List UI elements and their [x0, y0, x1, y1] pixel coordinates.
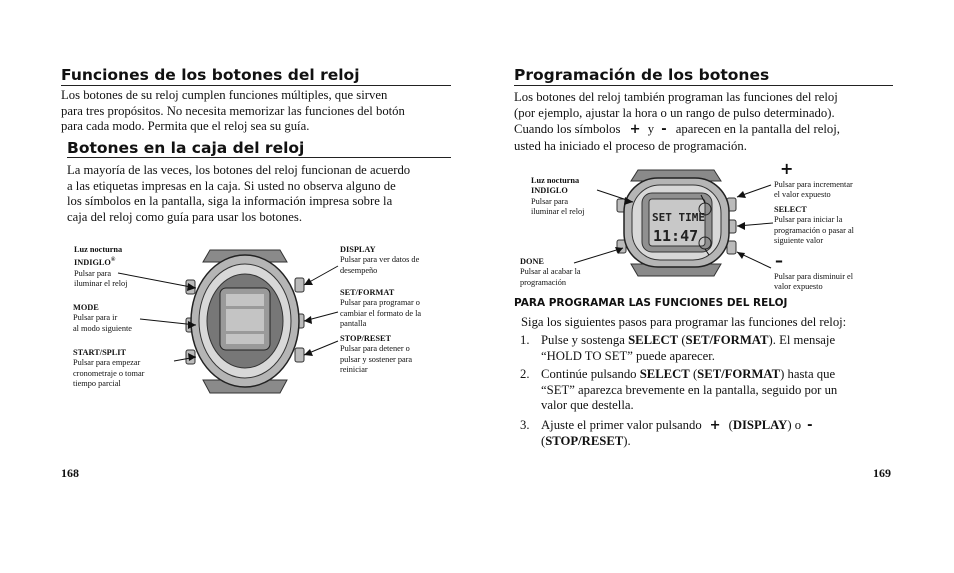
label-desc: Pulsar para empezar: [73, 358, 141, 368]
text-fragment: ). El mensaje: [768, 333, 836, 347]
label-desc: reiniciar: [340, 365, 368, 375]
text-fragment: ) o: [787, 418, 802, 432]
text-fragment: y: [647, 122, 655, 136]
subheading-steps: PARA PROGRAMAR LAS FUNCIONES DEL RELOJ: [514, 297, 788, 309]
label-desc: siguiente valor: [774, 236, 824, 246]
label-desc: Pulsar para ver datos de: [340, 255, 420, 265]
label-desc: iluminar el reloj: [531, 207, 585, 217]
label-desc: programación: [520, 277, 567, 287]
label-desc: tiempo parcial: [73, 379, 121, 389]
label-title: Luz nocturna: [74, 245, 123, 254]
label-desc: desempeño: [340, 265, 378, 275]
lcd-line-1: SET TIME: [652, 211, 705, 224]
text-line: Los botones del reloj también programan las funciones del reloj: [514, 90, 838, 104]
list-number: 1.: [520, 333, 530, 347]
label-desc: Pulsar para incrementar: [774, 180, 853, 189]
label-desc: pantalla: [340, 319, 367, 329]
label-desc: cronometraje o tomar: [73, 368, 145, 378]
text-line: a las etiquetas impresas en la caja. Si usted no observa alguno de: [67, 178, 396, 193]
text-line: para tres propósitos. No necesita memorizar las funciones del botón: [61, 103, 405, 118]
bold-fragment: SELECT: [639, 367, 690, 381]
list-item: [520, 418, 900, 452]
label-desc: iluminar el reloj: [74, 278, 128, 288]
text-line: los símbolos en la pantalla, siga la información impresa sobre la: [67, 194, 393, 208]
plus-symbol-icon: +: [709, 418, 721, 433]
list-number: 2.: [520, 367, 530, 381]
label-title: SET/FORMAT: [340, 288, 395, 297]
text-line: Los botones de su reloj cumplen funciones múltiples, que sirven: [61, 88, 388, 102]
text-line: “SET” aparezca brevemente en la pantalla, seguido por un: [541, 382, 838, 397]
text-fragment: Ajuste el primer valor pulsando: [541, 418, 702, 432]
label-title: Luz nocturna: [531, 176, 580, 185]
label-desc: Pulsar para disminuir el: [774, 272, 854, 281]
text-line: La mayoría de las veces, los botones del reloj funcionan de acuerdo: [67, 163, 411, 177]
text-fragment: ) hasta que: [780, 367, 836, 381]
list-item: [520, 333, 900, 365]
plus-symbol-icon: +: [629, 122, 641, 137]
label-title: MODE: [73, 303, 99, 312]
label-desc: pulsar y sostener para: [340, 354, 413, 364]
heading-case-buttons: Botones en la caja del reloj: [67, 139, 305, 157]
label-desc: valor expuesto: [774, 282, 823, 292]
text-fragment: Pulse y sostenga: [541, 333, 629, 347]
text-fragment: aparecen en la pantalla del reloj,: [675, 122, 840, 136]
heading-programming: Programación de los botones: [514, 66, 770, 84]
label-desc: Pulsar para: [74, 268, 112, 278]
text-line: valor que destella.: [541, 398, 634, 412]
label-desc: al modo siguiente: [73, 323, 132, 333]
label-title: SELECT: [774, 205, 807, 214]
heading-button-functions: Funciones de los botones del reloj: [61, 66, 360, 84]
bold-fragment: SET/FORMAT: [685, 333, 769, 347]
list-number: 3.: [520, 418, 530, 432]
registered-mark: ®: [110, 257, 116, 264]
text-fragment: (: [541, 433, 546, 448]
text-line: para cada modo. Permita que el reloj sea su guía.: [61, 119, 310, 133]
list-item: [520, 367, 900, 415]
label-desc: Pulsar para iniciar la: [774, 215, 843, 225]
label-title: INDIGLO: [74, 258, 111, 268]
minus-symbol-icon: -: [661, 122, 667, 137]
text-fragment: (: [728, 418, 733, 432]
label-desc: Pulsar para ir: [73, 313, 118, 323]
lcd-line-2: 11:47: [653, 227, 699, 245]
watch-illustration-right: [477, 0, 954, 573]
text-fragment: Cuando los símbolos: [514, 122, 621, 136]
bold-fragment: DISPLAY: [732, 418, 788, 432]
label-title: START/SPLIT: [73, 348, 127, 357]
label-title: STOP/RESET: [340, 334, 392, 343]
minus-icon: –: [775, 251, 783, 270]
text-fragment: (: [689, 367, 698, 381]
text-fragment: ).: [623, 433, 631, 448]
text-fragment: Continúe pulsando: [541, 367, 640, 381]
text-fragment: (: [678, 333, 686, 347]
minus-symbol-icon: -: [807, 418, 813, 433]
bold-fragment: STOP/RESET: [545, 433, 624, 448]
steps-intro: Siga los siguientes pasos para programar las funciones del reloj:: [521, 315, 847, 329]
label-title: DONE: [520, 257, 544, 266]
label-desc: Pulsar al acabar la: [520, 267, 581, 277]
bold-fragment: SELECT: [628, 333, 679, 347]
label-desc: Pulsar para detener o: [340, 344, 410, 354]
label-desc: programación o pasar al: [774, 225, 854, 235]
page-number-right: 169: [873, 466, 891, 480]
label-title: INDIGLO: [531, 186, 568, 196]
label-desc: cambiar el formato de la: [340, 308, 422, 318]
label-desc: Pulsar para programar o: [340, 298, 420, 308]
text-line: usted ha iniciado el proceso de programación.: [514, 139, 747, 153]
page-number-left: 168: [61, 466, 79, 480]
text-line: caja del reloj como guía para usar los botones.: [67, 209, 302, 224]
plus-icon: +: [780, 159, 794, 178]
text-line: “HOLD TO SET” puede aparecer.: [541, 348, 715, 363]
label-desc: el valor expuesto: [774, 190, 831, 200]
bold-fragment: SET/FORMAT: [697, 367, 781, 381]
text-line: (por ejemplo, ajustar la hora o un rango de pulso determinado).: [514, 105, 835, 120]
label-title: DISPLAY: [340, 245, 376, 254]
label-desc: Pulsar para: [531, 196, 569, 206]
